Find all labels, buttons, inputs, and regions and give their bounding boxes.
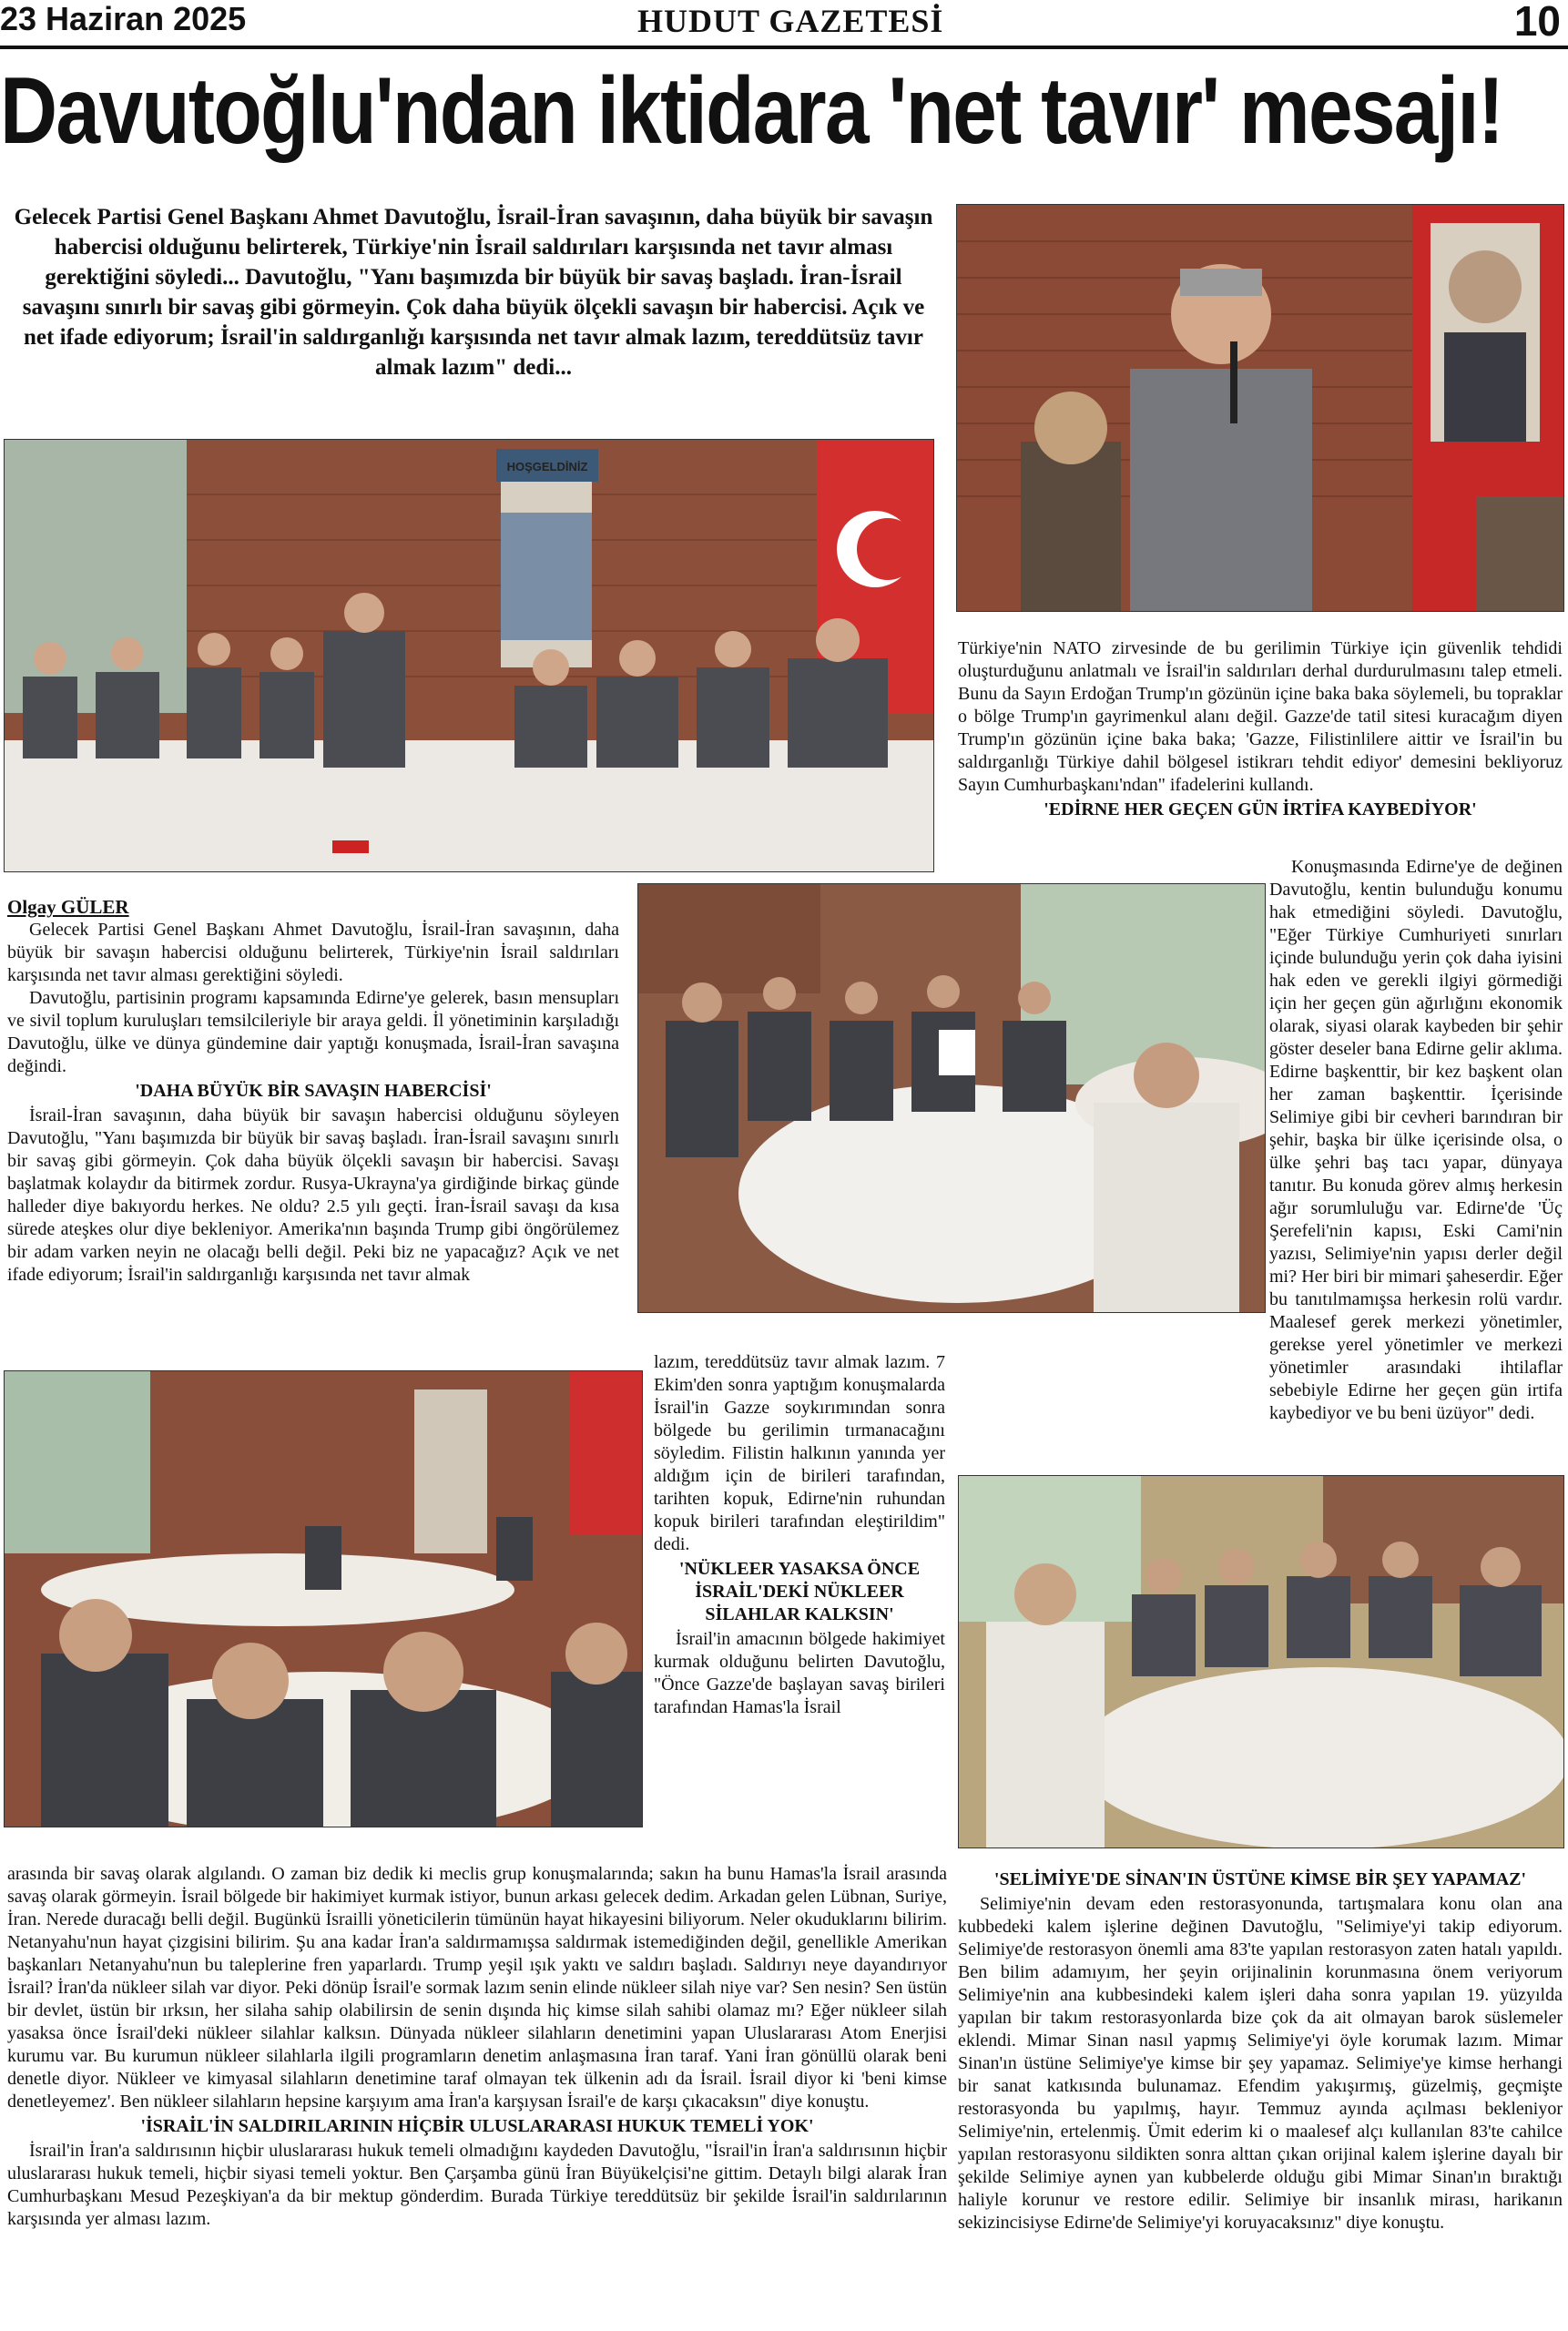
subheading: 'NÜKLEER YASAKSA ÖNCE İSRAİL'DEKİ NÜKLEER SİLAHLAR KALKSIN' xyxy=(678,1559,921,1624)
article-column-3-bottom xyxy=(958,1867,1563,2234)
photo-speaker-portrait xyxy=(956,204,1564,612)
newspaper-name: HUDUT GAZETESİ xyxy=(637,3,944,39)
subheading: 'SELİMİYE'DE SİNAN'IN ÜSTÜNE KİMSE BİR ŞEY YAPAMAZ' xyxy=(993,1869,1527,1889)
header-rule xyxy=(0,46,1568,49)
article-column-2 xyxy=(654,1351,945,1719)
subheading: 'İSRAİL'İN SALDIRILARININ HİÇBİR ULUSLARARASI HUKUK TEMELİ YOK' xyxy=(140,2116,814,2136)
article-paragraph: Türkiye'nin NATO zirvesinde de bu gerilimin Türkiye için güvenlik tehdidi oluşturduğunu anlatmalı ve İsrail'in saldırıları derhal durdurulmasını talep etmeli. Bunu da Sayın Erdoğan Trump'ın gözünün içine baka baka söylemeli, bu topraklar o bölge Trump'ın gayrimenkul alanı değil. Gazze'de tatil sitesi kuracağım diyen Trump'ın gözünün içine baka baka; 'Gazze, Filistinlilere aittir ve İsrail'in bu saldırganlığı Türkiye dahil bölgesel istikrarı tehdit ediyor' demesini bekliyoruz Sayın Cumhurbaşkanı'ndan" ifadelerini kullandı. xyxy=(958,638,1563,795)
photo-head-table xyxy=(4,439,934,872)
article-paragraph: lazım, tereddütsüz tavır almak lazım. 7 Ekim'den sonra yaptığım konuşmalarda İsrail'in Gazze soykırımından sonra bölgede bu gerilimin tırmanacağını söyledim. Filistin halkının yanında yer aldığım için de birileri tarafından, tarihten kopuk, Edirne'nin ruhundan kopuk birileri tarafından eleştirildim" dedi. xyxy=(654,1352,945,1554)
page-number: 10 xyxy=(1513,0,1561,45)
article-paragraph: Selimiye'nin devam eden restorasyonunda, tartışmalara konu olan ana kubbedeki kalem işlerine değinen Davutoğlu, "Selimiye'yi takip ediyorum. Selimiye'de restorasyon önemli ama 83'te yapılan restorasyon zaten hatalı yapıldı. Ben bilim adamıyım, her şeyin orijinalinin korunmasına önem veriyorum Selimiye'nin ana kubbesindeki kalem işleri daha sonra yapılan 19. yüzyılda yapılan bir takım restorasyonlarda bize çok da ait olmayan barok süslemeler eklendi. Mimar Sinan nasıl yapmış Selimiye'yi öyle korumak lazım. Mimar Sinan'ın üstüne Selimiye'ye kimse bir şey yapamaz. Selimiye'ye kimse herhangi bir sanat katkısında bulunamaz. Efendim yakışırmış, güzelmiş, geçmişte restorasyonda bu yapılmış, hayır. Temmuz ayında açılması bekleniyor Selimiye'nin, ertelenmiş. Ümit ederim ki o maalesef alçı kullanılan 83'te cahilce yapılan restorasyonu sildikten sonra alttan çıkan orijinal kalem işlerine dayalı bir şekilde Selimiye aynen yan kubbelerde olduğu gibi Mimar Sinan'ın bıraktığı haliyle korunur ve restore edilir. Selimiye bir insanlık mirası, harikanın sekizincisiyse Edirne'de Selimiye'yi koruyacaksınız" diye konuştu. xyxy=(958,1894,1563,2233)
photo-table-guests xyxy=(958,1475,1564,1848)
article-wide-block xyxy=(7,1863,947,2231)
subheading: 'EDİRNE HER GEÇEN GÜN İRTİFA KAYBEDİYOR' xyxy=(1044,799,1477,819)
article-column-3-narrow xyxy=(1269,856,1563,1425)
article-column-1 xyxy=(7,896,619,1287)
headline: Davutoğlu'ndan iktidara 'net tavır' mesajı! xyxy=(0,58,1503,164)
article-column-3 xyxy=(958,637,1563,823)
issue-date: 23 Haziran 2025 xyxy=(0,0,247,37)
article-paragraph: Gelecek Partisi Genel Başkanı Ahmet Davutoğlu, İsrail-İran savaşının, daha büyük bir savaşın habercisi olduğunu belirterek, Türkiye'nin İsrail saldırıları karşısında net tavır alması gerektiğini söyledi. xyxy=(7,920,619,985)
welcome-banner-text: HOŞGELDİNİZ xyxy=(506,460,588,473)
intro-summary: Gelecek Partisi Genel Başkanı Ahmet Davutoğlu, İsrail-İran savaşının, daha büyük bir savaşın habercisi olduğunu belirterek, Türkiye'nin İsrail saldırıları karşısında net tavır alması gerektiğini söyledi... Davutoğlu, "Yanı başımızda bir büyük bir savaş başladı. İran-İsrail savaşını sınırlı bir savaş gibi görmeyin. Çok daha büyük ölçekli savaşın bir habercisi. Açık ve net ifade ediyorum; İsrail'in saldırganlığı karşısında net tavır almak lazım, tereddütsüz tavır almak lazım" dedi... xyxy=(14,205,933,380)
article-paragraph: arasında bir savaş olarak algılandı. O zaman biz dedik ki meclis grup konuşmalarında; sakın ha bunu Hamas'la İsrail arasında savaş olarak görmeyin. İsrail bölgede bir hakimiyet kurmak istiyor, bunun arkası gelecek dedim. Arkadan gelen Lübnan, Suriye, İran. Nerede duracağı belli değil. Bugünkü İsrailli yöneticilerin tümünün hayat hikayesini biliyorum. Neler okuduklarını bilirim. Netanyahu'nun hayat çizgisini bilirim. Şu ana kadar İran'a saldırmamışsa saldırmak istemediğinden değil, genellikle Amerikan başkanları Netanyahu'nun bu taleplerine fren yaparlardı. Trump yeşil ışık yaktı ve saldırı başladı. Saldırıyı neye dayandırıyor İsrail? İran'da nükleer silah var diyor. Peki dönüp İsrail'e sormak lazım senin elinde nükleer silah niye var? Sen nesin? Sen üstün bir devlet, üstün bir ırksın, her silaha sahip olabilirsin de senin dışında hiç kimse silah sahibi olamaz mı? Eğer nükleer silah yasaksa önce İsrail'deki nükleer silahlar kalksın. Dünyada nükleer silahların denetimini yapan Uluslararası Atom Enerjisi kurumu var. Bu kurumun nükleer silahlarla ilgili programların denetim anlaşmasına İran taraf. Yani İran gönüllü olarak beni denetle diyor. Nükleer ve kimyasal silahların denetimine taraf olmayan tek ülkenin adı da İsrail. İsrail diyor ki 'beni kimse denetleyemez'. Ben nükleer silahların hepsine karşıyım ama İran'a karşıysan İsrail'e de karşı çıkacaksın" diye konuştu. xyxy=(7,1864,947,2112)
photo-banquet-hall xyxy=(4,1370,643,1827)
article-paragraph: İsrail'in İran'a saldırısının hiçbir uluslararası hukuk temeli olmadığını kaydeden Davutoğlu, "İsrail'in İran'a saldırısının hiçbir uluslararası hukuk temeli, hiçbir siyasi temeli yoktur. Ben Çarşamba günü İran Büyükelçisi'ne gittim. Detaylı bilgi alarak İran Cumhurbaşkanı Mesud Pezeşkiyan'a da bir mektup gönderdim. Burada Türkiye tereddütsüz bir şekilde İsrail'in saldırılarının karşısında yer alması lazım. xyxy=(7,2141,947,2229)
byline: Olgay GÜLER xyxy=(7,896,129,918)
article-paragraph: İsrail-İran savaşının, daha büyük bir savaşın habercisi olduğunu söyleyen Davutoğlu, "Yanı başımızda bir büyük bir savaş başladı. İran-İsrail savaşını sınırlı bir savaş gibi görmeyin. Çok daha büyük ölçekli savaşın bir habercisi. Savaşı başlatmak kolaydır da bitirmek zordur. Rusya-Ukrayna'ya girdiğinde birkaç günde halleder diye bakıyordu herkes. Ne oldu? 2.5 yılı geçti. İran-İsrail savaşı da kısa sürede ateşkes olur diye bekleniyor. Amerika'nın başında Trump gibi öngörülemez bir adam varken neyin ne olacağı belli değil. Peki biz ne yapacağız? Açık ve net ifade ediyorum; İsrail'in saldırganlığı karşısında net tavır almak xyxy=(7,1105,619,1285)
article-paragraph: Konuşmasında Edirne'ye de değinen Davutoğlu, kentin bulunduğu konumu hak etmediğini söyledi. Davutoğlu, "Eğer Türkiye Cumhuriyeti sınırları içinde bulunduğu yerin çok daha iyisini hak eden ve gerekli ilgiyi görmediği için her geçen gün ağırlığını ekonomik olarak, siyasi olarak kaybeden bir şehir göster deseler bana Edirne gelir aklıma. Edirne başkenttir, bir kez başkent olan her zaman başkenttir. İçerisinde Selimiye gibi bir cevheri barındıran bir şehir, başka bir ülke içerisinde olsa, o ülke şehri baş tacı yapar, dünyaya tanıtır. Bu konuda görev almış herkesin ağır sorumluluğu var. Edirne'de 'Üç Şerefeli'nin kapısı, Eski Cami'nin yazısı, Selimiye'nin yapısı derler değil mi? Her biri bir mimari şaheserdir. Eğer bu tanıtılmamışsa herkesin rolü vardır. Maalesef gerek merkezi yönetimler, gerekse yerel yönetimler ve merkezi yönetimler arasındaki ihtilaflar sebebiyle Edirne her geçen gün irtifa kaybediyor ve bu beni üzüyor" dedi. xyxy=(1269,857,1563,1423)
article-paragraph: Davutoğlu, partisinin programı kapsamında Edirne'ye gelerek, basın mensupları ve sivil toplum kuruluşları temsilcileriyle bir araya geldi. İl yönetiminin karşıladığı Davutoğlu, ülke ve dünya gündemine dair yaptığı konuşmada, İsrail-İran savaşına değindi. xyxy=(7,988,619,1076)
article-paragraph: İsrail'in amacının bölgede hakimiyet kurmak olduğunu belirten Davutoğlu, "Önce Gazze'de başlayan savaş birileri tarafından Hamas'la İsrail xyxy=(654,1629,945,1717)
subheading: 'DAHA BÜYÜK BİR SAVAŞIN HABERCİSİ' xyxy=(135,1081,492,1101)
photo-round-tables xyxy=(637,883,1266,1313)
